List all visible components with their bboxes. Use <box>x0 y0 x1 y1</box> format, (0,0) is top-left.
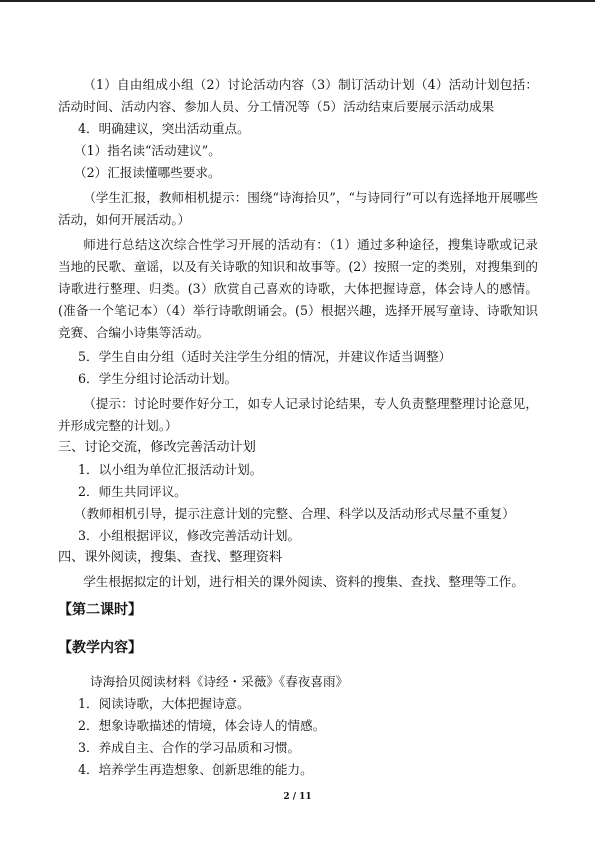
paragraph: 6．学生分组讨论活动计划。 <box>78 371 238 386</box>
section-heading: 四、课外阅读，搜集、查找、整理资料 <box>58 550 283 565</box>
paragraph: 2．师生共同评议。 <box>78 484 187 499</box>
paragraph: 学生根据拟定的计划，进行相关的课外阅读、资料的搜集、查找、整理等工作。 <box>83 574 524 589</box>
page-number: 2 / 11 <box>283 792 312 802</box>
paragraph: （1）指名读“活动建议”。 <box>74 143 221 158</box>
section-heading: 三、讨论交流，修改完善活动计划 <box>58 440 256 455</box>
paragraph: 4．明确建议，突出活动重点。 <box>78 121 250 136</box>
paragraph: 4．培养学生再造想象、创新思维的能力。 <box>78 762 313 777</box>
paragraph: 5．学生自由分组（适时关注学生分组的情况，并建议作适当调整） <box>78 349 452 364</box>
lesson-heading: 【第二课时】 <box>58 602 142 618</box>
paragraph: 诗海拾贝阅读材料《诗经・采薇》《春夜喜雨》 <box>90 674 349 689</box>
content-heading: 【教学内容】 <box>58 640 142 656</box>
paragraph: 3．养成自主、合作的学习品质和习惯。 <box>78 740 301 755</box>
paragraph: （提示：讨论时要作好分工，如专人记录讨论结果，专人负责整理整理讨论意见，并形成完整的计划。） <box>58 396 538 433</box>
paragraph: （2）汇报读懂哪些要求。 <box>74 165 221 180</box>
paragraph: （教师相机引导，提示注意计划的完整、合理、科学以及活动形式尽量不重复） <box>74 506 515 521</box>
paragraph: 师进行总结这次综合性学习开展的活动有：（1）通过多种途径，搜集诗歌或记录当地的民歌、童谣，以及有关诗歌的知识和故事等。(2）按照一定的类别，对搜集到的诗歌进行整理、归类。(3）欣赏自己喜欢的诗歌，大体把握诗意，体会诗人的感情。(准备一个笔记本）（4）举行诗歌朗诵会。(5）根据兴趣，选择开展写童诗、诗歌知识竞赛、合编小诗集等活动。 <box>58 237 538 340</box>
paragraph: 2．想象诗歌描述的情境，体会诗人的情感。 <box>78 718 326 733</box>
paragraph: 3．小组根据评议，修改完善活动计划。 <box>78 528 301 543</box>
paragraph: （学生汇报，教师相机提示：围绕“诗海拾贝”，“与诗同行”可以有选择地开展哪些活动，如何开展活动。） <box>58 190 538 227</box>
paragraph: 1．阅读诗歌，大体把握诗意。 <box>78 696 250 711</box>
paragraph: 1．以小组为单位汇报活动计划。 <box>78 462 263 477</box>
document-page <box>58 74 538 781</box>
page-top-border <box>0 0 595 2</box>
paragraph: （1）自由组成小组（2）讨论活动内容（3）制订活动计划（4）活动计划包括：活动时间、活动内容、参加人员、分工情况等（5）活动结束后要展示活动成果 <box>58 77 538 114</box>
